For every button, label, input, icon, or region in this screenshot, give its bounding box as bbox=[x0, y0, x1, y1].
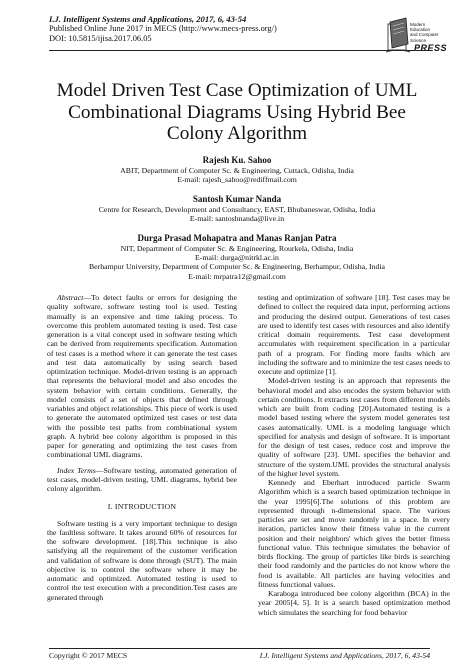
publication-info: Published Online June 2017 in MECS (http://www.mecs-press.org/) bbox=[49, 24, 277, 33]
body-paragraph: Kennedy and Eberhart introduced particle Swarm Algorithm which is a search based optimization technique in the year 1995[6].The solutions of this problem are represented through n-dimensional space. The various particles are set and move randomly in a space. In every iteration, particles know their fitness value in the current position and their neighbors' which gives the better fitness functional value. This technique simulates the behavior of birds flocking. The group of particles like birds is searching their food randomly and the particles do not know where the food is available. All particles are having velocities and fitness functional values. bbox=[258, 478, 450, 589]
author-affiliation: Centre for Research, Development and Consultancy, EAST, Bhubaneswar, Odisha, India bbox=[98, 204, 376, 214]
publisher-logo bbox=[386, 14, 448, 60]
author-name: Rajesh Ku. Sahoo bbox=[202, 155, 272, 165]
index-terms bbox=[47, 466, 237, 494]
author-affiliation: ABIT, Department of Computer Sc. & Engineering, Cuttack, Odisha, India bbox=[120, 165, 354, 175]
paper-title: Model Driven Test Case Optimization of UML Combinational Diagrams Using Hybrid Bee Colony Algorithm bbox=[56, 80, 418, 144]
author-email: E-mail: mrpatra12@gmail.com bbox=[188, 271, 286, 281]
copyright: Copyright © 2017 MECS bbox=[49, 651, 128, 660]
abstract-text: —To detect faults or errors for designing the quality software, software testing tool is used. Testing manually is an expensive and time taking process. To overcome this problem automated testing is used. Test case generation is a vital concept used in software testing which can be derived from requirements specification. Automation of test cases is a method where it can generate the test cases and test data automatically by using search based optimization technique. Model-driven testing is an approach that represents the behavioral model and also encodes the system behavior with certain conditions. Generally, the model consists of a set of objects that defined through variables and object relationships. This piece of work is used to generate the automated optimized test cases or test data with the possible test paths from combinational system graph. A hybrid bee colony algorithm is proposed in this paper for generating and optimizing the test cases from combinational UML diagrams. bbox=[47, 293, 237, 460]
index-terms-text: —Software testing, automated generation of test cases, model-driven testing, UML diagrams, hybrid bee colony algorithm. bbox=[47, 465, 237, 493]
right-column bbox=[258, 293, 450, 617]
footer-rule bbox=[49, 648, 430, 649]
index-terms-label: Index Terms bbox=[57, 465, 96, 475]
author-affiliation: Berhampur University, Department of Computer Sc. & Engineering, Berhampur, Odisha, India bbox=[88, 262, 386, 272]
journal-name: I.J. Intelligent Systems and Applications, 2017, 6, 43-54 bbox=[49, 14, 247, 24]
journal-header bbox=[49, 14, 429, 44]
footer-journal: I.J. Intelligent Systems and Applications, 2017, 6, 43-54 bbox=[259, 651, 430, 660]
header-rule bbox=[49, 50, 430, 51]
author-email: E-mail: durga@nitrkl.ac.in bbox=[195, 252, 279, 262]
section-heading: I. INTRODUCTION bbox=[107, 502, 177, 512]
abstract bbox=[47, 293, 237, 460]
left-column bbox=[47, 293, 237, 602]
logo-press: PRESS bbox=[414, 43, 448, 53]
author-affiliation: NIT, Department of Computer Sc. & Engineering, Rourkela, Odisha, India bbox=[120, 243, 354, 253]
author-email: E-mail: santoshnanda@live.in bbox=[189, 213, 285, 223]
doi: DOI: 10.5815/ijisa.2017.06.05 bbox=[49, 34, 152, 43]
author-block bbox=[40, 155, 434, 281]
body-paragraph: Model-driven testing is an approach that represents the behavioral model and also encodes the system behavior with certain conditions. It extracts test cases from different models which are built from coding [20].Automated testing is a model based testing where the system model generates test cases automatically. UML is a modeling language which specified for analysis and design of software. It is important for the design of test cases, reduce cost and improve the quality of software [23]. UML specifies the behavior and structure of the system.UML provides the structural analysis of the higher level system. bbox=[258, 376, 450, 478]
author-name: Durga Prasad Mohapatra and Manas Ranjan Patra bbox=[137, 233, 337, 244]
author-email: E-mail: rajesh_sahoo@rediffmail.com bbox=[177, 174, 297, 184]
body-paragraph: Karaboga introduced bee colony algorithm (BCA) in the year 2005[4, 5]. It is a search based optimization method which simulates the searching for food behavior bbox=[258, 589, 450, 617]
logo-line-1: Modern Education bbox=[410, 22, 431, 33]
logo-line-2: and Computer Science bbox=[410, 32, 439, 43]
abstract-label: Abstract bbox=[57, 293, 84, 302]
body-paragraph: testing and optimization of software [18]. Test cases may be defined to collect the required data input, performing actions and producing the desired output. Generations of test cases are used to identify test cases with resources and also identify critical domain requirements. Test case development accumulates with requirement specification in a particular path of a program. For finding more faults which are including the software and to minimize the test cases needs to execute and optimize [1]. bbox=[258, 293, 450, 376]
intro-paragraph: Software testing is a very important technique to design the faultless software. It takes around 60% of resources for the software development. [18].This technique is also satisfying all the requirement of the customer verification and validation of software is done through (SUT). The main objective is to control the software where it may be automatic and optimized. Automated testing is used to control the test execution with a precondition.Test cases are generated through bbox=[47, 518, 237, 602]
author-name: Santosh Kumar Nanda bbox=[192, 194, 282, 205]
